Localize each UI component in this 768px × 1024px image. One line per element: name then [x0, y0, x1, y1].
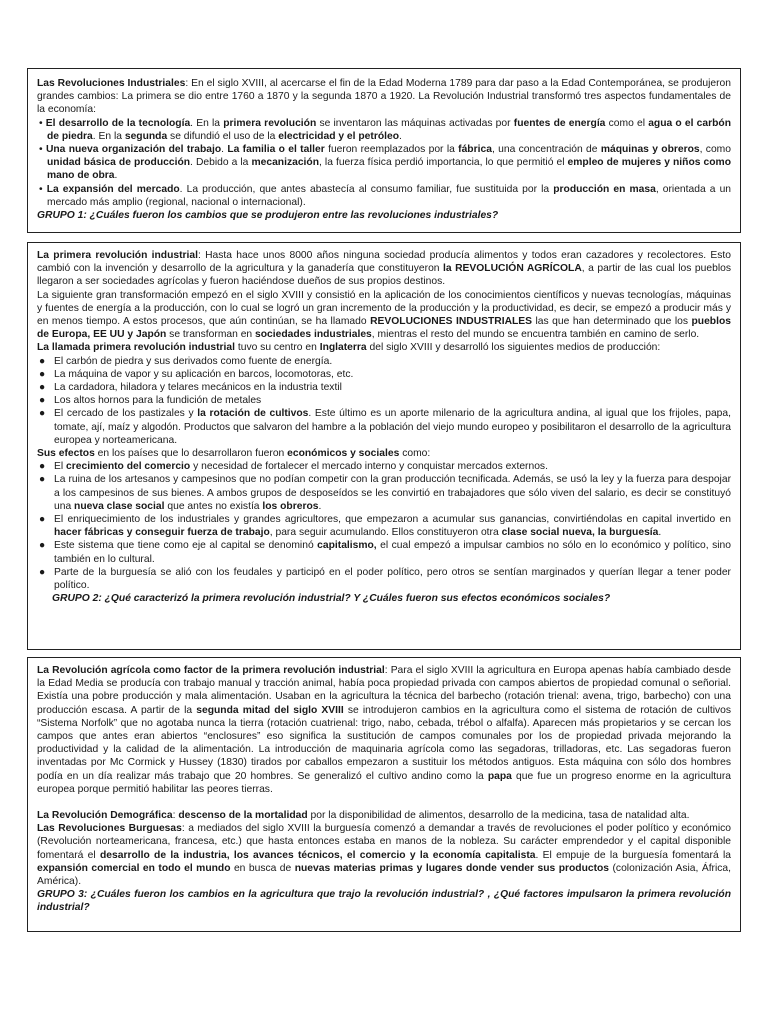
- text-run: que fue un progreso enorme en la agricultura europea porque permitió habilitar las peores tierras.: [37, 770, 732, 795]
- bold-text-run: electricidad y el petróleo: [278, 130, 399, 142]
- text-run: , para seguir acumulando. Ellos constituyeron otra: [269, 527, 502, 539]
- group-2-question: GRUPO 2: ¿Qué caracterizó la primera revolución industrial? Y ¿Cuáles fueron sus efectos económicos sociales?: [52, 593, 611, 605]
- text-run: El: [54, 461, 67, 473]
- bold-text-run: los obreros: [262, 500, 319, 512]
- bullet-icon: ●: [39, 566, 46, 578]
- bold-text-run: La Revolución Demográfica: [37, 810, 173, 822]
- group-3-question: GRUPO 3: ¿Cuáles fueron los cambios en la agricultura que trajo la revolución industrial? , ¿Qué factores impulsaron la primera revolución industrial?: [37, 889, 731, 914]
- list-item: [37, 368, 731, 381]
- text-run: :: [172, 810, 179, 822]
- text-run: : Para el siglo XVIII la agricultura en Europa apenas había cambiado desde la Edad Media se producía con trabajo manual y tracción animal, había poca propiedad privada con campos abiertos de propiedad comunal o señorial. Existía una pobre producción y mala alimentación. Usaban en la agricultura la técnica del barbecho (rotación trienal: avena, trigo, barbecho) con una producción escasa. A partir de la: [37, 665, 732, 716]
- bold-text-run: producción en masa: [553, 183, 656, 195]
- bullet-icon: ●: [39, 461, 46, 473]
- text-run: en busca de: [230, 862, 295, 874]
- text-run: , la fuerza física perdió importancia, lo que permitió el: [319, 157, 568, 169]
- bold-text-run: segunda: [124, 130, 168, 142]
- text-run: : En el siglo XVIII, al acercarse el fin de la Edad Moderna 1789 para dar paso a la Edad Contemporánea, se produjeron grandes cambios: La primera se dio entre 1760 a 1870 y la segunda 1870 a 1920. La Revolución Industrial transformó tres aspectos fundamentales de la economía:: [37, 78, 731, 116]
- paragraph-transformation: [37, 289, 731, 342]
- bold-text-run: Las Revoluciones Burguesas: [37, 823, 182, 835]
- list-item: [37, 407, 731, 447]
- text-run: . Este último es un aporte milenario de la agricultura andina, al igual que los frijoles, papa, tomate, ají, maíz y algodón. Productos que salvaron del hambre a la población del viejo mundo europeo y posibilitaron el desarrollo de la agricultura europea y norteamericana.: [54, 408, 731, 446]
- text-run: .: [399, 130, 402, 142]
- bold-text-run: primera revolución: [223, 117, 317, 129]
- paragraph-demographic: [37, 809, 731, 822]
- bold-text-run: papa: [487, 770, 512, 782]
- aspect-work-organization: [37, 143, 731, 183]
- bullet-icon: ●: [39, 474, 46, 486]
- section-industrial-revolutions: [27, 68, 741, 233]
- list-item: [37, 473, 731, 513]
- list-item: [37, 539, 731, 565]
- text-run: Este sistema que tiene como eje al capital se denominó: [54, 540, 318, 552]
- text-run: se inventaron las máquinas activadas por: [316, 117, 514, 129]
- bullet-icon: ●: [39, 368, 46, 380]
- text-run: se transforman en: [166, 329, 256, 341]
- bullet-icon: ●: [39, 408, 46, 420]
- text-run: se difundió el uso de la: [167, 130, 279, 142]
- bold-text-run: crecimiento del comercio: [66, 461, 191, 473]
- text-run: Parte de la burguesía se alió con los feudales y participó en el poder político, pero otros se sentían marginados y querían llegar a tener poder político.: [54, 566, 731, 592]
- bold-text-run: fábrica: [458, 144, 492, 156]
- paragraph-agricultural-factor: [37, 664, 731, 796]
- paragraph-agricultural-revolution: [37, 249, 731, 289]
- bold-text-run: La primera revolución industrial: [37, 250, 198, 261]
- text-run: tuvo su centro en: [235, 342, 320, 354]
- bold-text-run: Las Revoluciones Industriales: [37, 78, 186, 89]
- list-item: [37, 381, 731, 394]
- group-1-question: GRUPO 1: ¿Cuáles fueron los cambios que se produjeron entre las revoluciones industriales?: [37, 210, 499, 222]
- section-first-industrial-revolution: [27, 242, 741, 650]
- list-item: [37, 355, 731, 368]
- text-run: .: [114, 170, 118, 182]
- text-run: . La producción, que antes abastecía al consumo familiar, fue sustituida por la: [179, 183, 554, 195]
- bold-text-run: La expansión del mercado: [46, 183, 180, 195]
- text-run: •: [39, 144, 46, 156]
- aspect-market-expansion: [37, 183, 731, 209]
- text-run: se introdujeron cambios en la agricultura como el sistema de rotación de cultivos “Sistema Norfolk” que no agotaba nunca la tierra (rotación cuatrienal: trigo, nabo, cebada, trébol o alfalfa). Aparecen más propietarios y se cercan los campos que antes eran abiertos “enclosures” eso significa la sustitución de campos comunales por los de propiedad privada mejorando la productividad y la calidad de la alimentación. La introducción de maquinaria agrícola como las segadoras, trilladoras, etc. Las segadoras fueron inventadas por Mc Cormick y Hussey (1830) tirados por caballos empezaron a sustituir los métodos antiguos. Esta máquina con sólo dos hombres podía en un día realizar más trabajo que 20 hombres. Se generalizó el cultivo andino como la: [37, 704, 732, 782]
- text-run: en los países que lo desarrollaron fueron: [94, 448, 288, 460]
- bold-text-run: hacer fábricas y conseguir fuerza de trabajo: [54, 527, 270, 539]
- text-run: El carbón de piedra y sus derivados como fuente de energía.: [54, 355, 333, 367]
- text-run: , orientada a un mercado más amplio (regional, nacional o internacional).: [47, 183, 732, 208]
- bullet-icon: ●: [39, 355, 46, 367]
- bold-text-run: la REVOLUCIÓN AGRÍCOLA: [443, 263, 582, 275]
- text-run: el cual empezó a impulsar cambios no sólo en lo económico y político, sino también en lo cultural.: [54, 540, 731, 565]
- text-run: •: [39, 117, 46, 129]
- text-run: . En la: [92, 130, 125, 142]
- bold-text-run: sociedades industriales: [255, 329, 372, 341]
- text-run: (colonización Asia, África, América).: [37, 862, 732, 888]
- bullet-icon: ●: [39, 395, 46, 407]
- text-run: , mientras el resto del mundo se encuentra también en camino de serlo.: [371, 329, 700, 341]
- bold-text-run: capitalismo,: [317, 540, 377, 552]
- bold-text-run: REVOLUCIONES INDUSTRIALES: [370, 316, 533, 328]
- list-item: [37, 566, 731, 592]
- text-run: La ruina de los artesanos y campesinos que no podían competir con la gran producción tecnificada. Además, se usó la ley y la fuerza para despojar a los campesinos de sus bienes. A ambos grupos de desposeídos se les convirtió en trabajadores que sólo viven del salario, es decir se constituyó una: [54, 474, 731, 512]
- paragraph-bourgeois: [37, 822, 731, 888]
- bullet-icon: ●: [39, 382, 46, 394]
- bold-text-run: agua o el carbón de piedra: [47, 117, 732, 142]
- bold-text-run: Inglaterra: [319, 342, 367, 354]
- text-run: que antes no existía: [164, 500, 263, 512]
- bold-text-run: La familia o el taller: [227, 144, 325, 156]
- text-run: : a mediados del siglo XVIII la burguesía comenzó a demandar a través de revoluciones el poder político y económico (Revolución norteamericana, francesa, etc.) que hasta entonces estaba en manos de la nobleza. Su carácter emprendedor y el capital disponible fomentará el: [37, 823, 731, 861]
- bold-text-run: expansión comercial en todo el mundo: [37, 862, 231, 874]
- text-run: como:: [399, 448, 431, 460]
- text-run: .: [221, 144, 228, 156]
- means-of-production-list: [37, 355, 731, 447]
- text-run: El enriquecimiento de los industriales y grandes agricultores, que empezaron a acumular sus ganancias, convirtiéndolas en capital invertido en: [54, 514, 731, 526]
- aspect-technology: [37, 117, 731, 143]
- bold-text-run: Sus efectos: [37, 448, 95, 460]
- bold-text-run: clase social nueva, la burguesía: [501, 527, 659, 539]
- bold-text-run: económicos y sociales: [287, 448, 400, 460]
- bold-text-run: máquinas y obreros: [600, 144, 700, 156]
- intro-paragraph: [37, 77, 731, 117]
- text-run: . Debido a la: [190, 157, 252, 169]
- bullet-icon: ●: [39, 540, 46, 552]
- text-run: , como: [699, 144, 731, 156]
- text-run: El cercado de los pastizales y: [54, 408, 198, 420]
- list-item: [37, 513, 731, 539]
- bold-text-run: nuevas materias primas y lugares donde vender sus productos: [294, 862, 610, 874]
- bold-text-run: empleo de mujeres y niños como mano de obra: [47, 157, 731, 182]
- section-agricultural-revolution: [27, 657, 741, 932]
- text-run: •: [39, 183, 47, 195]
- text-run: La máquina de vapor y su aplicación en barcos, locomotoras, etc.: [54, 368, 354, 380]
- text-run: . El empuje de la burguesía fomentará la: [535, 849, 731, 861]
- text-run: , una concentración de: [491, 144, 601, 156]
- text-run: , a partir de las cual los pueblos llegaron a ser sociedades agrícolas y fueron haciéndose dueños de sus propios destinos.: [37, 263, 731, 288]
- text-run: : Hasta hace unos 8000 años ninguna sociedad producía alimentos y todos eran cazadores y recolectores. Esto cambió con la invención y desarrollo de la agricultura y la ganadería que constituyeron: [37, 250, 732, 275]
- bold-text-run: mecanización: [251, 157, 319, 169]
- bold-text-run: El desarrollo de la tecnología: [45, 117, 191, 129]
- aspects-list: [37, 117, 731, 209]
- bold-text-run: La llamada primera revolución industrial: [37, 342, 235, 354]
- text-run: y necesidad de fortalecer el mercado interno y conquistar mercados externos.: [190, 461, 548, 473]
- text-run: . En la: [190, 117, 224, 129]
- text-run: Los altos hornos para la fundición de metales: [54, 395, 262, 407]
- text-run: las que han determinado que los: [532, 316, 692, 328]
- text-run: .: [658, 527, 662, 539]
- list-item: [37, 394, 731, 407]
- bullet-icon: ●: [39, 514, 46, 526]
- text-run: .: [318, 500, 322, 512]
- text-run: La cardadora, hiladora y telares mecánicos en la industria textil: [54, 382, 342, 394]
- text-run: por la disponibilidad de alimentos, desarrollo de la medicina, tasa de natalidad alta.: [307, 810, 690, 822]
- bold-text-run: La Revolución agrícola como factor de la primera revolución industrial: [37, 665, 385, 676]
- bold-text-run: desarrollo de la industria, los avances técnicos, el comercio y la economía capitalista: [99, 849, 536, 861]
- bold-text-run: pueblos de Europa, EE UU y Japón: [37, 316, 731, 341]
- text-run: como el: [605, 117, 649, 129]
- bold-text-run: fuentes de energía: [513, 117, 606, 129]
- bold-text-run: segunda mitad del siglo XVIII: [196, 704, 344, 716]
- effects-intro: [37, 447, 731, 460]
- effects-list: [37, 460, 731, 592]
- paragraph-england: [37, 341, 731, 354]
- text-run: del siglo XVIII y desarrolló los siguientes medios de producción:: [366, 342, 661, 354]
- text-run: fueron reemplazados por la: [324, 144, 459, 156]
- bold-text-run: Una nueva organización del trabajo: [45, 144, 222, 156]
- bold-text-run: unidad básica de producción: [47, 157, 191, 169]
- list-item: [37, 460, 731, 473]
- paragraph-spacer: [37, 796, 731, 809]
- text-run: La siguiente gran transformación empezó en el siglo XVIII y consistió en la aplicación de los conocimientos científicos y nuevas tecnologías, máquinas y fuentes de energía a la producción, con lo cual se logró un gran incremento de la producción y la productividad, es decir, se empezó a producir más y en menos tiempo. A estos procesos, que aún continúan, se ha llamado: [37, 289, 731, 328]
- bold-text-run: descenso de la mortalidad: [178, 810, 308, 822]
- bold-text-run: la rotación de cultivos: [197, 408, 309, 420]
- bold-text-run: nueva clase social: [74, 500, 165, 512]
